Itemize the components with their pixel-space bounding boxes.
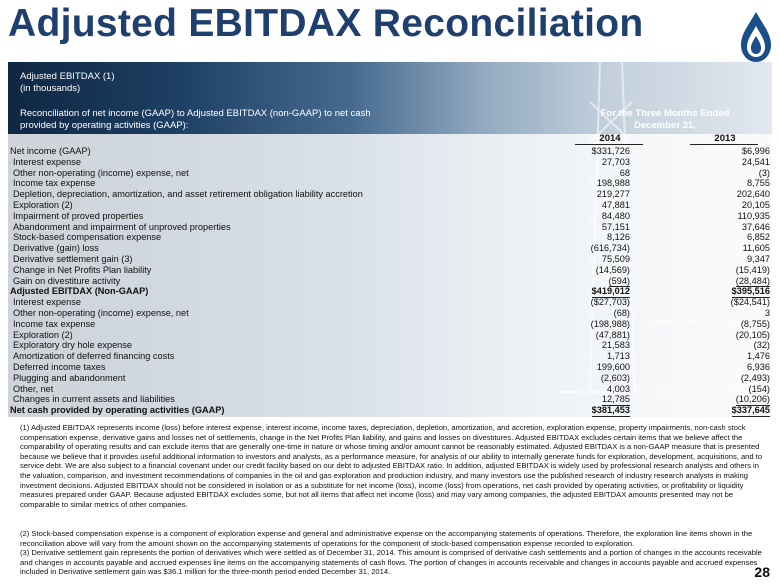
table-heading-line1: Adjusted EBITDAX (1)	[20, 71, 115, 82]
value-2013: (8,755)	[740, 318, 770, 329]
table-heading	[20, 71, 115, 95]
row-label: Interest expense	[13, 297, 81, 308]
value-2014: $419,012	[591, 286, 630, 297]
table-row	[10, 276, 770, 287]
value-2014: 1,713	[607, 351, 630, 362]
table-row	[10, 222, 770, 233]
table-description-line2: provided by operating activities (GAAP):	[20, 120, 189, 131]
value-2014: 68	[619, 167, 630, 178]
row-label: Income tax expense	[13, 318, 96, 329]
year-2013-underline	[690, 144, 758, 145]
footnote-2: (2) Stock-based compensation expense is a component of exploration expense and general and administrative expense on the accompanying statements of operations. Therefore, the exploration line items shown in the reconciliation above will vary from the amount shown on the accompanying statements of operations for the component of stock-based compensation expense recorded to exploration.	[20, 529, 753, 548]
table-row	[10, 319, 770, 330]
table-row	[10, 189, 770, 200]
slide-title: Adjusted EBITDAX Reconciliation	[8, 2, 644, 45]
row-label: Abandonment and impairment of unproved properties	[13, 221, 231, 232]
table-description-line1: Reconciliation of net income (GAAP) to Adjusted EBITDAX (non-GAAP) to net cash	[20, 108, 371, 119]
value-2013: 3	[764, 307, 770, 318]
value-2013: 202,640	[736, 189, 770, 200]
value-2013: (154)	[748, 383, 770, 394]
table-row	[10, 384, 770, 395]
row-label: Income tax expense	[13, 178, 96, 189]
row-label: Derivative settlement gain (3)	[13, 253, 133, 264]
value-2013: ($24,541)	[730, 297, 770, 308]
value-2013: $337,645	[731, 405, 770, 416]
value-2013: (10,206)	[735, 394, 770, 405]
table-row	[10, 265, 770, 276]
value-2013: 8,755	[747, 178, 770, 189]
value-2014: $381,453	[591, 405, 630, 416]
value-2014: 47,881	[601, 199, 630, 210]
row-label: Exploration (2)	[13, 329, 73, 340]
year-2014-header: 2014	[599, 133, 621, 144]
row-label: Net income (GAAP)	[10, 146, 91, 156]
value-2013: 9,347	[747, 253, 770, 264]
table-row	[10, 297, 770, 308]
table-row	[10, 232, 770, 243]
value-2013: 24,541	[741, 156, 770, 167]
row-label: Other non-operating (income) expense, net	[13, 167, 189, 178]
row-label: Exploration (2)	[13, 199, 73, 210]
value-2014: 12,785	[601, 394, 630, 405]
row-label: Impairment of proved properties	[13, 210, 144, 221]
row-label: Exploratory dry hole expense	[13, 340, 132, 351]
value-2013: 6,936	[747, 361, 770, 372]
row-label: Changes in current assets and liabilities	[13, 394, 175, 405]
table-row	[10, 243, 770, 254]
row-label: Adjusted EBITDAX (Non-GAAP)	[10, 286, 149, 297]
row-label: Plugging and abandonment	[13, 372, 126, 383]
period-header-line1: For the Three Months Ended	[600, 108, 730, 119]
row-label: Net cash provided by operating activities (GAAP)	[10, 405, 225, 416]
value-2013: 110,935	[737, 210, 770, 221]
period-header	[565, 108, 765, 132]
value-2013: (32)	[753, 340, 770, 351]
row-label: Amortization of deferred financing costs	[13, 351, 175, 362]
table-row	[10, 168, 770, 179]
value-2014: (594)	[608, 275, 630, 286]
value-2014: 199,600	[596, 361, 630, 372]
value-2014: 198,988	[596, 178, 630, 189]
row-label: Gain on divestiture activity	[13, 275, 121, 286]
row-label: Other non-operating (income) expense, net	[13, 307, 189, 318]
value-2013: 6,852	[747, 232, 770, 243]
value-2014: 21,583	[601, 340, 630, 351]
row-label: Change in Net Profits Plan liability	[13, 264, 152, 275]
table-row-total	[10, 405, 770, 416]
value-2014: 8,126	[607, 232, 630, 243]
value-2013: $6,996	[741, 146, 770, 156]
year-header-row	[560, 133, 772, 144]
row-label: Deferred income taxes	[13, 361, 106, 372]
table-row	[10, 362, 770, 373]
value-2014: 75,509	[601, 253, 630, 264]
year-2014-underline	[575, 144, 643, 145]
table-row	[10, 146, 770, 157]
value-2013: 37,646	[741, 221, 770, 232]
footnote-3: (3) Derivative settlement gain represents the portion of derivatives which were settled as of December 31, 2014. This amount is comprised of derivative cash settlements and a portion of changes in the accounts receivable and changes in accounts payable and accrued expenses line items on the accompanying statements of cash flows. The portion of changes in accounts receivable and changes in accounts payable and accrued expenses included in Derivative settlement gain was $36.1 million for the three-month period ended December 31, 2014.	[20, 548, 762, 577]
value-2014: 4,003	[607, 383, 630, 394]
table-row	[10, 351, 770, 362]
page-number: 28	[754, 564, 770, 580]
value-2014: 219,277	[596, 189, 630, 200]
value-2014: (47,881)	[595, 329, 630, 340]
row-label: Depletion, depreciation, amortization, and asset retirement obligation liability accretion	[13, 189, 363, 200]
value-2014: $331,726	[591, 146, 630, 156]
value-2014: (2,603)	[600, 372, 630, 383]
table-row	[10, 373, 770, 384]
value-2014: ($27,703)	[590, 297, 630, 308]
value-2013: 1,476	[747, 351, 770, 362]
value-2014: 57,151	[601, 221, 630, 232]
footnote-1: (1) Adjusted EBITDAX represents income (loss) before interest expense, interest income, income taxes, depreciation, depletion, amortization, and accretion, exploration expense, property impairments, non-cash stock compensation expense, derivative gains and losses net of settlements, change in the Net Profits Plan liability, and gains and losses on divestitures. Adjusted EBITDAX excludes certain items that we believe affect the comparability of operating results and can exclude items that are generally one-time in nature or whose timing and/or amount cannot be reasonably estimated. Adjusted EBITDAX is a non-GAAP measure that is presented because we believe that it provides useful additional information to investors and analysts, as a performance measure, for analysis of our ability to internally generate funds for exploration, development, acquisitions, and to service debt. We are also subject to a financial covenant under our credit facility based on our debt to adjusted EBITDAX ratio. In addition, adjusted EBITDAX is widely used by professional research analysts and others in the valuation, comparison, and investment recommendations of companies in the oil and gas exploration and production industry, and many investors use the published research of industry research analysts in making investment decisions. Adjusted EBITDAX should not be considered in isolation or as a substitute for net income (loss), income (loss) from operations, net cash provided by operating activities, or profitability or liquidity measures prepared under GAAP. Because adjusted EBITDAX excludes some, but not all items that affect net income (loss) and may vary among companies, the adjusted EBITDAX amounts presented may not be comparable to similar metrics of other companies.	[20, 423, 763, 509]
value-2013: 20,105	[741, 199, 770, 210]
table-row	[10, 178, 770, 189]
table-row-subtotal	[10, 286, 770, 297]
row-label: Other, net	[13, 383, 54, 394]
period-header-line2: December 31,	[634, 120, 696, 131]
value-2014: 84,480	[601, 210, 630, 221]
value-2013: (2,493)	[740, 372, 770, 383]
reconciliation-table	[10, 146, 770, 416]
year-2013-header: 2013	[714, 133, 736, 144]
value-2014: (198,988)	[590, 318, 630, 329]
value-2014: (14,569)	[595, 264, 630, 275]
table-row	[10, 308, 770, 319]
table-row	[10, 157, 770, 168]
value-2013: (28,484)	[735, 275, 770, 286]
table-row	[10, 340, 770, 351]
value-2013: (20,105)	[735, 329, 770, 340]
value-2014: 27,703	[601, 156, 630, 167]
row-label: Stock-based compensation expense	[13, 232, 162, 243]
table-row	[10, 200, 770, 211]
row-label: Derivative (gain) loss	[13, 243, 99, 254]
value-2013: $395,516	[731, 286, 770, 297]
value-2013: 11,605	[742, 243, 770, 254]
value-2014: (616,734)	[590, 243, 630, 254]
table-heading-line2: (in thousands)	[20, 83, 81, 94]
table-row	[10, 394, 770, 405]
table-row	[10, 211, 770, 222]
value-2013: (15,419)	[735, 264, 770, 275]
value-2013: (3)	[758, 167, 770, 178]
flame-drop-logo-icon	[738, 10, 774, 64]
row-label: Interest expense	[13, 156, 81, 167]
table-row	[10, 254, 770, 265]
table-row	[10, 330, 770, 341]
table-description	[20, 108, 371, 132]
value-2014: (68)	[613, 307, 630, 318]
